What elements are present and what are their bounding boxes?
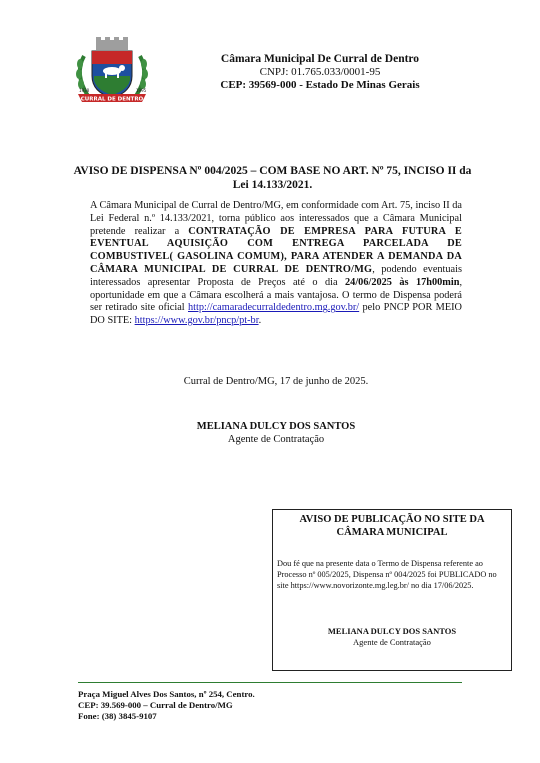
notice-text-5: .: [258, 315, 262, 327]
notice-title-line2: Lei 14.133/2021.: [232, 179, 313, 191]
notice-deadline: 24/06/2025 às 17h00min: [345, 276, 460, 288]
crest-ribbon-text: CURRAL DE DENTRO: [80, 96, 144, 103]
org-name: Câmara Municipal De Curral de Dentro: [220, 53, 420, 65]
footer-address: Praça Miguel Alves Dos Santos, nº 254, Centro.: [78, 689, 255, 699]
notice-text-4: pelo PNCP POR MEIO DO SITE:: [90, 302, 462, 327]
notice-title: [70, 164, 475, 192]
publication-box: [272, 509, 512, 671]
notice-text-2: , podendo eventuais interessados apresentar Proposta de Preços até o dia: [90, 263, 462, 288]
publication-title-line2: CÂMARA MUNICIPAL: [336, 526, 448, 538]
notice-title-line1: AVISO DE DISPENSA Nº 004/2025 – COM BASE NO ART. Nº 75, INCISO II da: [73, 165, 472, 177]
publication-title: [279, 514, 505, 539]
signer-role: Agente de Contratação: [227, 434, 325, 445]
footer-cep: CEP: 39.569-000 – Curral de Dentro/MG: [78, 700, 233, 710]
signer-name: MELIANA DULCY DOS SANTOS: [196, 421, 356, 432]
municipal-crest-logo: [70, 36, 154, 106]
crest-year-right: 1995: [136, 88, 147, 93]
notice-body: [90, 200, 462, 328]
publication-text: Dou fé que na presente data o Termo de Dispensa referente ao Processo nº 005/2025, Dispensa nº 004/2025 foi PUBLICADO no site https://www.novorizonte.mg.leg.br/ no dia 17/06/2025.: [277, 559, 497, 591]
footer-phone: Fone: (38) 3845-9107: [78, 711, 157, 721]
official-site-link[interactable]: http://camaradecurraldedentro.mg.gov.br/: [188, 302, 360, 314]
publication-signer-name: MELIANA DULCY DOS SANTOS: [327, 626, 457, 636]
org-cnpj: CNPJ: 01.765.033/0001-95: [259, 66, 381, 78]
notice-date: Curral de Dentro/MG, 17 de junho de 2025.: [183, 376, 369, 387]
notice-text-3: , oportunidade em que a Câmara escolherá a mais vantajosa. O termo de Dispensa poderá ser retirado site oficial: [90, 276, 463, 314]
notice-text-1: A Câmara Municipal de Curral de Dentro/MG, em conformidade com Art. 75, inciso II da Lei Federal n.º 14.133/2021, torna público aos interessados que a Câmara Municipal pretende realizar a: [90, 200, 462, 237]
notice-object: CONTRATAÇÃO DE EMPRESA PARA FUTURA E EVENTUAL AQUISIÇÃO COM ENTREGA PARCELADA DE COMBUSTIVEL( GASOLINA COMUM), PARA ATENDER A DEMANDA DA CÂMARA MUNICIPAL DE CURRAL DE DENTRO/MG: [90, 225, 462, 275]
crest-year-left: 1938: [79, 88, 90, 93]
footer-divider: [78, 682, 462, 683]
publication-title-line1: AVISO DE PUBLICAÇÃO NO SITE DA: [299, 514, 485, 525]
org-cep: CEP: 39569-000 - Estado De Minas Gerais: [220, 79, 420, 91]
publication-signer-role: Agente de Contratação: [353, 637, 431, 647]
pncp-link[interactable]: https://www.gov.br/pncp/pt-br: [134, 315, 259, 327]
